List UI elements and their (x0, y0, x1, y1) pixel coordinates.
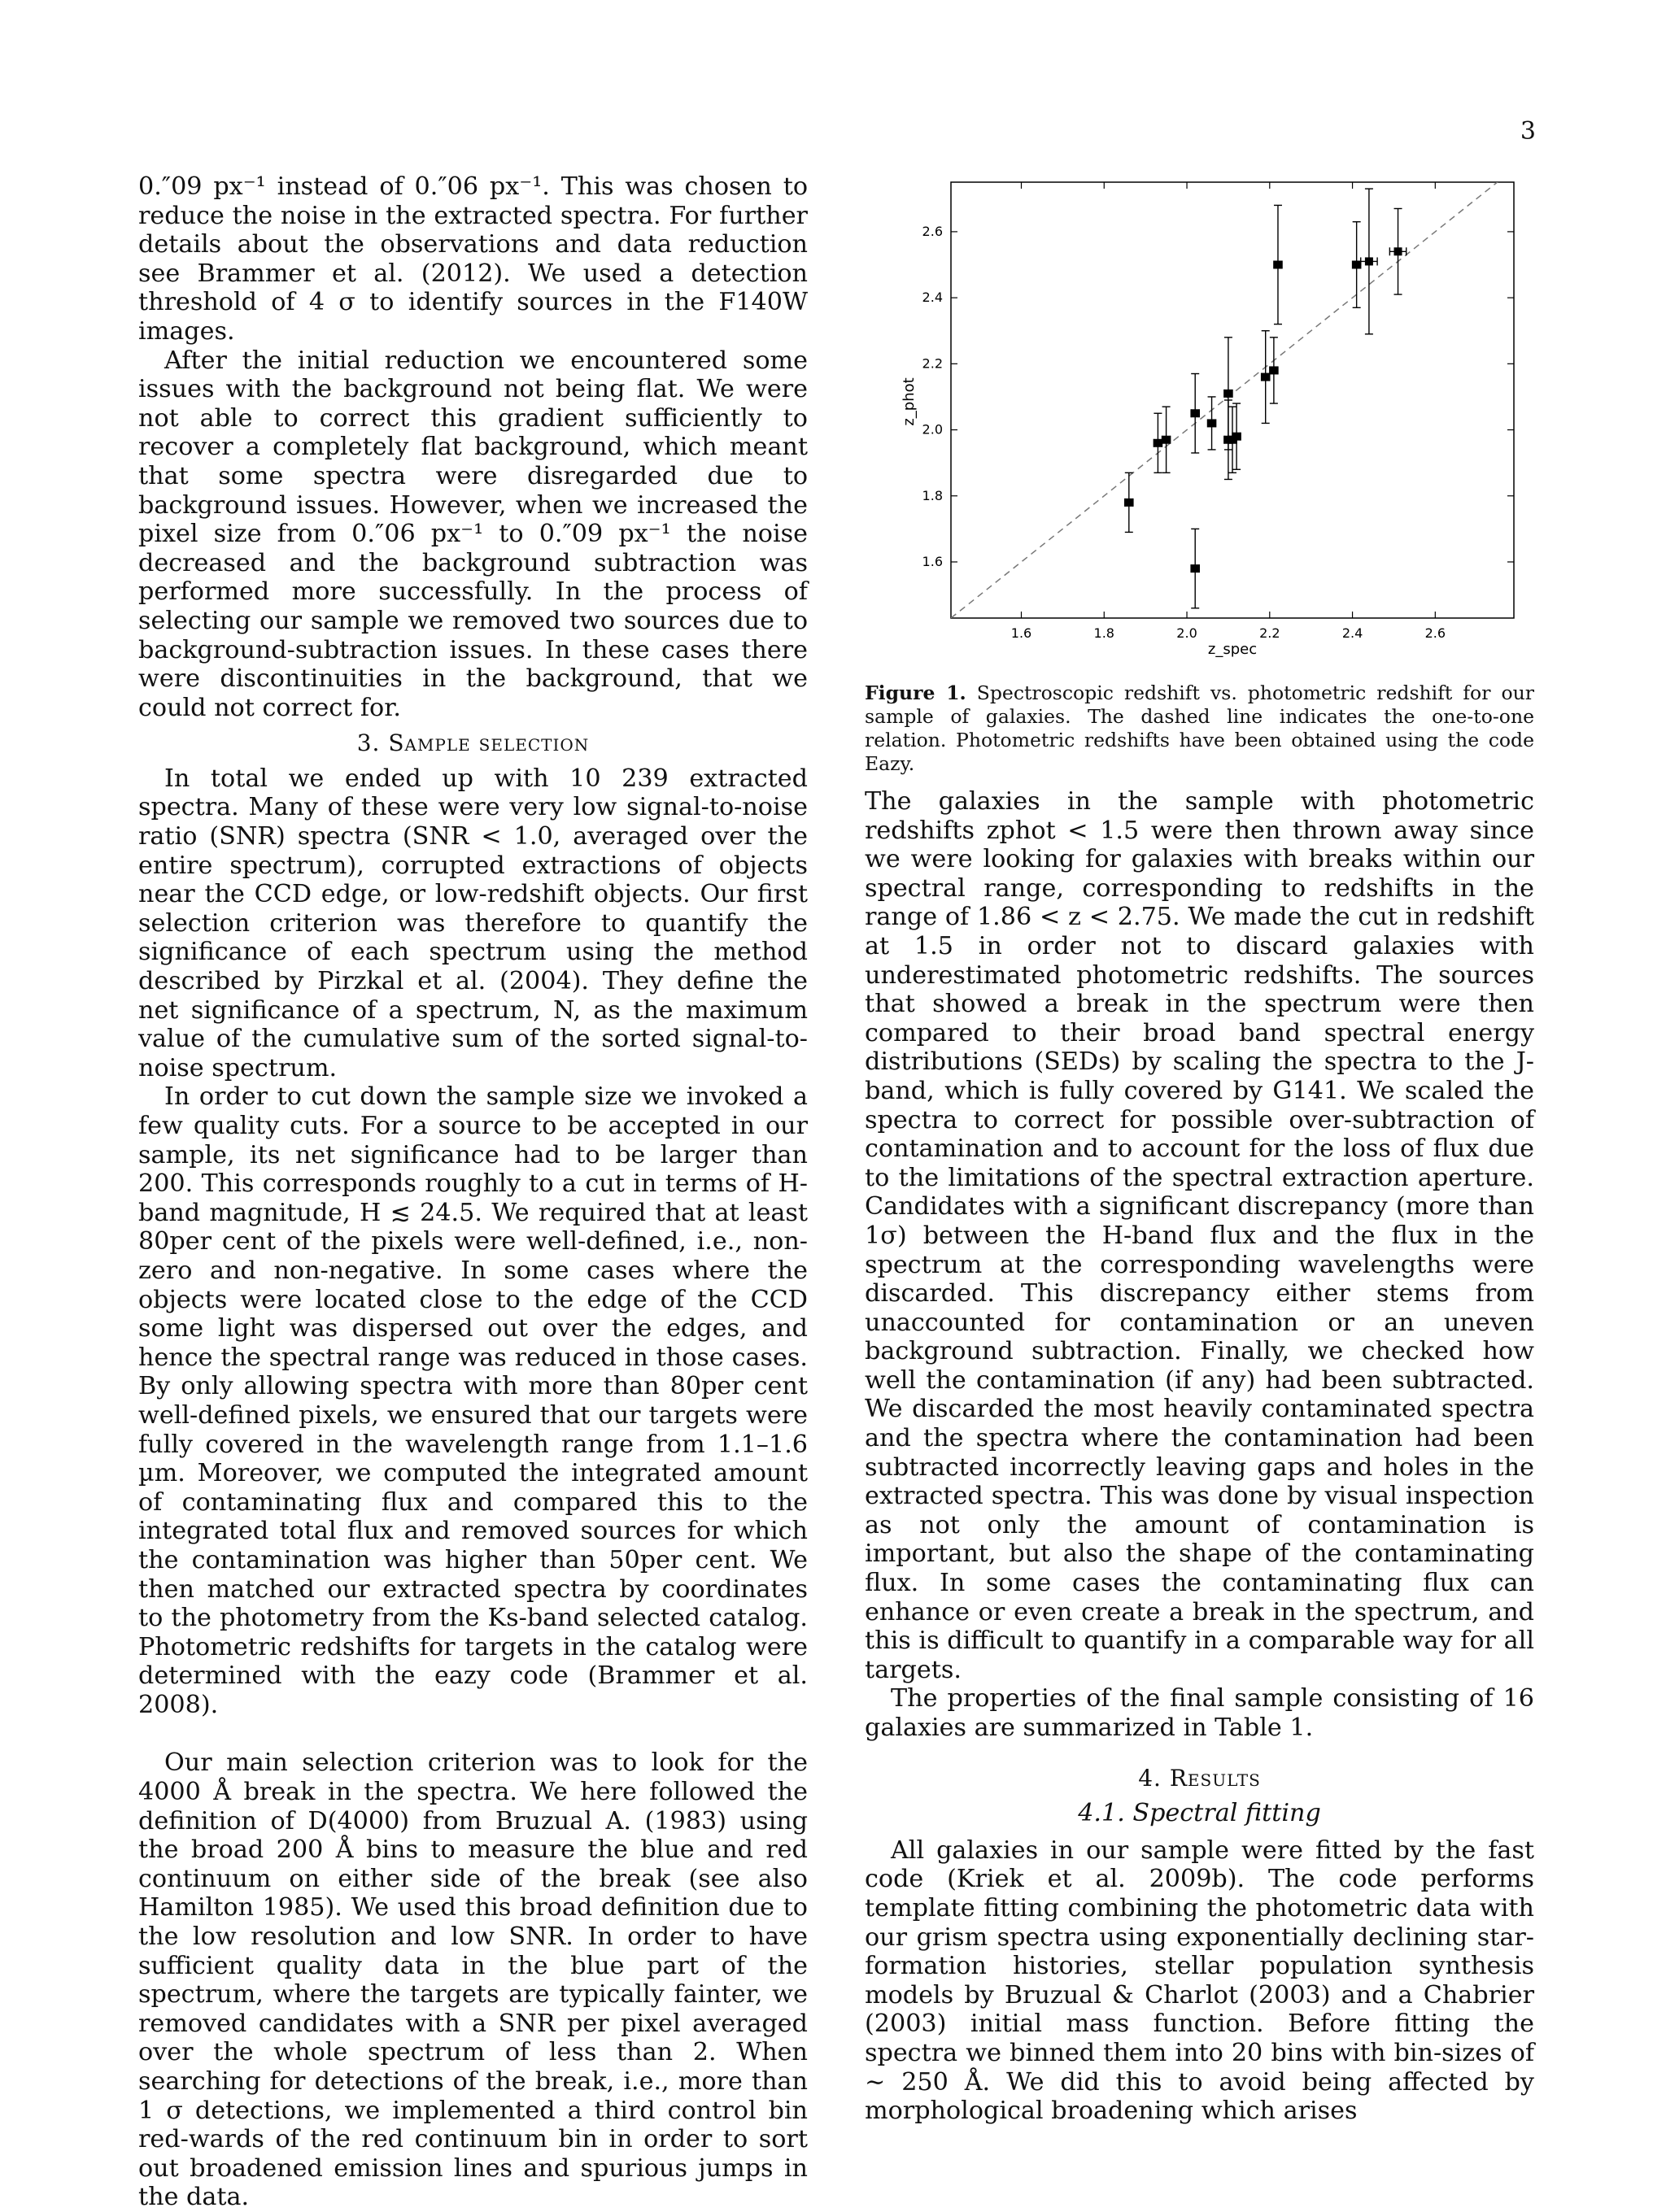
point-marker (1232, 433, 1241, 441)
data-point (1207, 397, 1215, 450)
right-column (865, 787, 1534, 2126)
x-tick-label: 2.2 (1259, 625, 1280, 641)
data-point (1154, 413, 1162, 472)
figure-1 (865, 172, 1534, 664)
point-marker (1353, 261, 1361, 269)
point-marker (1154, 439, 1162, 447)
page-number: 3 (1520, 117, 1536, 146)
data-point (1270, 337, 1278, 403)
data-point (1361, 189, 1377, 334)
data-point (1191, 529, 1199, 607)
data-point (1274, 205, 1282, 324)
paragraph-background: After the initial reduction we encountered some issues with the background not being flat. We were not able to correct this gradient sufficiently to recover a completely flat background, which meant that some spectra were disregarded due to background issues. However, when we increased the pixel size from 0.″06 px⁻¹ to 0.″09 px⁻¹ the noise decreased and the background subtraction was performed more successfully. In the process of selecting our sample we removed two sources due to background-subtraction issues. In these cases there were discontinuities in the background, that we could not correct for. (138, 346, 808, 722)
paragraph-4000-break: Our main selection criterion was to look for the 4000 Å break in the spectra. We here followed the definition of D(4000) from Bruzual A. (1983) using the broad 200 Å bins to measure the blue and red continuum on either side of the break (see also Hamilton 1985). We used this broad definition due to the low resolution and low SNR. In order to have sufficient quality data in the blue part of the spectrum, where the targets are typically fainter, we removed candidates with a SNR per pixel averaged over the whole spectrum of less than 2. When searching for detections of the break, i.e., more than 1 σ detections, we implemented a third control bin red-wards of the red continuum bin in order to sort out broadened emission lines and spurious jumps in the data. (138, 1748, 808, 2212)
data-point (1389, 208, 1406, 294)
figure-caption (865, 681, 1534, 776)
point-marker (1274, 261, 1282, 269)
data-point (1191, 374, 1199, 453)
section-heading-results: 4. Results (1138, 1764, 1261, 1792)
paragraph-pixel-size: 0.″09 px⁻¹ instead of 0.″06 px⁻¹. This was chosen to reduce the noise in the extracted spectra. For further details about the observations and data reduction see Brammer et al. (2012). We used a detection threshold of 4 σ to identify sources in the F140W images. (138, 172, 808, 346)
plot-frame (951, 182, 1514, 618)
scatter-plot (865, 172, 1534, 660)
y-tick-label: 1.6 (922, 553, 943, 569)
point-marker (1191, 564, 1199, 573)
y-tick-label: 2.0 (922, 421, 943, 438)
paragraph-photometric-cut: The galaxies in the sample with photometric redshifts zphot < 1.5 were then thrown away since we were looking for galaxies with breaks within our spectral range, corresponding to redshifts in the range of 1.86 < z < 2.75. We made the cut in redshift at 1.5 in order not to discard galaxies with underestimated photometric redshifts. The sources that showed a break in the spectrum were then compared to their broad band spectral energy distributions (SEDs) by scaling the spectra to the J-band, which is fully covered by G141. We scaled the spectra to correct for possible over-subtraction of contamination and to account for the loss of flux due to the limitations of the spectral extraction aperture. Candidates with a significant discrepancy (more than 1σ) between the H-band flux and the flux in the spectrum at the corresponding wavelengths were discarded. This discrepancy either stems from unaccounted for contamination or an uneven background subtraction. Finally, we checked how well the contamination (if any) had been subtracted. We discarded the most heavily contaminated spectra and the spectra where the contamination had been subtracted incorrectly leaving gaps and holes in the extracted spectra. This was done by visual inspection as not only the amount of contamination is important, but also the shape of the contaminating flux. In some cases the contaminating flux can enhance or even create a break in the spectrum, and this is difficult to quantify in a comparable way for all targets. (865, 787, 1534, 1684)
point-marker (1394, 247, 1402, 255)
data-point (1232, 403, 1241, 469)
data-point (1125, 472, 1133, 532)
point-marker (1191, 409, 1199, 417)
paragraph-quality-cuts: In order to cut down the sample size we invoked a few quality cuts. For a source to be accepted in our sample, its net significance had to be larger than 200. This corresponds roughly to a cut in terms of H-band magnitude, H ≲ 24.5. We required that at least 80per cent of the pixels were well-defined, i.e., non-zero and non-negative. In some cases where the objects were located close to the edge of the CCD some light was dispersed out over the edges, and hence the spectral range was reduced in those cases. By only allowing spectra with more than 80per cent well-defined pixels, we ensured that our targets were fully covered in the wavelength range from 1.1–1.6 µm. Moreover, we computed the integrated amount of contaminating flux and compared this to the integrated total flux and removed sources for which the contamination was higher than 50per cent. We then matched our extracted spectra by coordinates to the photometry from the Ks-band selected catalog. Photometric redshifts for targets in the catalog were determined with the eazy code (Brammer et al. 2008). (138, 1082, 808, 1719)
y-tick-label: 2.2 (922, 355, 943, 372)
point-marker (1365, 257, 1373, 265)
y-axis-label: z_phot (901, 377, 918, 426)
y-tick-label: 1.8 (922, 487, 943, 503)
x-axis-label: z_spec (1207, 641, 1258, 658)
paragraph-fast-fitting: All galaxies in our sample were fitted by the fast code (Kriek et al. 2009b). The code performs template fitting combining the photometric data with our grism spectra using exponentially declining star-formation histories, stellar population synthesis models by Bruzual & Charlot (2003) and a Chabrier (2003) initial mass function. Before fitting the spectra we binned them into 20 bins with bin-sizes of ∼ 250 Å. We did this to avoid being affected by morphological broadening which arises (865, 1835, 1534, 2126)
paragraph-final-sample: The properties of the final sample consisting of 16 galaxies are summarized in Table 1. (865, 1684, 1534, 1742)
caption-label: Figure 1. (865, 681, 966, 704)
data-point (1162, 407, 1171, 472)
point-marker (1125, 499, 1133, 507)
point-marker (1208, 419, 1216, 427)
x-tick-label: 2.6 (1424, 625, 1446, 641)
point-marker (1270, 366, 1278, 374)
y-tick-label: 2.4 (922, 290, 943, 306)
x-tick-label: 1.8 (1093, 625, 1114, 641)
section-heading-sample-selection: 3. Sample selection (356, 729, 590, 757)
x-tick-label: 2.0 (1176, 625, 1197, 641)
subsection-heading-spectral-fitting: 4.1. Spectral fitting (1078, 1799, 1321, 1828)
data-point (1353, 222, 1361, 308)
x-tick-label: 1.6 (1010, 625, 1032, 641)
data-point (1224, 337, 1232, 450)
x-tick-label: 2.4 (1341, 625, 1363, 641)
point-marker (1162, 436, 1171, 444)
y-tick-label: 2.6 (922, 223, 943, 239)
paragraph-extracted-spectra: In total we ended up with 10 239 extracted spectra. Many of these were very low signal-to-noise ratio (SNR) spectra (SNR < 1.0, averaged over the entire spectrum), corrupted extractions of objects near the CCD edge, or low-redshift objects. Our first selection criterion was therefore to quantify the significance of each spectrum using the method described by Pirzkal et al. (2004). They define the net significance of a spectrum, N, as the maximum value of the cumulative sum of the sorted signal-to-noise spectrum. (138, 764, 808, 1082)
point-marker (1224, 390, 1232, 398)
left-column (138, 172, 808, 2212)
data-point (1262, 331, 1270, 424)
caption-text: Spectroscopic redshift vs. photometric redshift for our sample of galaxies. The dashed line indicates the one-to-one relation. Photometric redshifts have been obtained using the code Eazy. (865, 681, 1534, 775)
point-marker (1262, 373, 1270, 381)
